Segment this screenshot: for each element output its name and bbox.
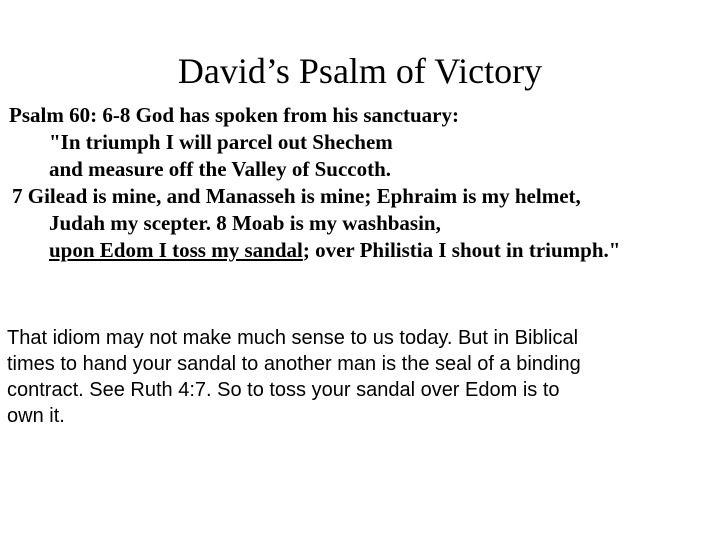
commentary-line: contract. See Ruth 4:7. So to toss your sandal over Edom is to	[7, 379, 560, 401]
scripture-line: "In triumph I will parcel out Shechem	[49, 130, 393, 154]
scripture-text: ; over Philistia I shout in triumph."	[302, 238, 621, 262]
commentary-line: own it.	[7, 405, 65, 427]
scripture-emphasis: upon Edom I toss my sandal	[49, 238, 303, 262]
scripture-text: God has spoken from his sanctuary:	[130, 103, 459, 127]
commentary-line: times to hand your sandal to another man is the seal of a binding	[7, 353, 581, 375]
scripture-line	[9, 237, 714, 264]
commentary-line: That idiom may not make much sense to us today. But in Biblical	[7, 327, 579, 349]
scripture-reference: Psalm 60: 6-8	[9, 103, 131, 127]
scripture-line: 7 Gilead is mine, and Manasseh is mine; Ephraim is my helmet,	[12, 184, 581, 208]
commentary-paragraph	[7, 325, 712, 429]
scripture-line: Judah my scepter. 8 Moab is my washbasin,	[49, 211, 441, 235]
scripture-passage	[9, 102, 714, 264]
scripture-line: and measure off the Valley of Succoth.	[49, 157, 392, 181]
scripture-line	[9, 102, 714, 129]
slide-title: David’s Psalm of Victory	[177, 51, 543, 91]
